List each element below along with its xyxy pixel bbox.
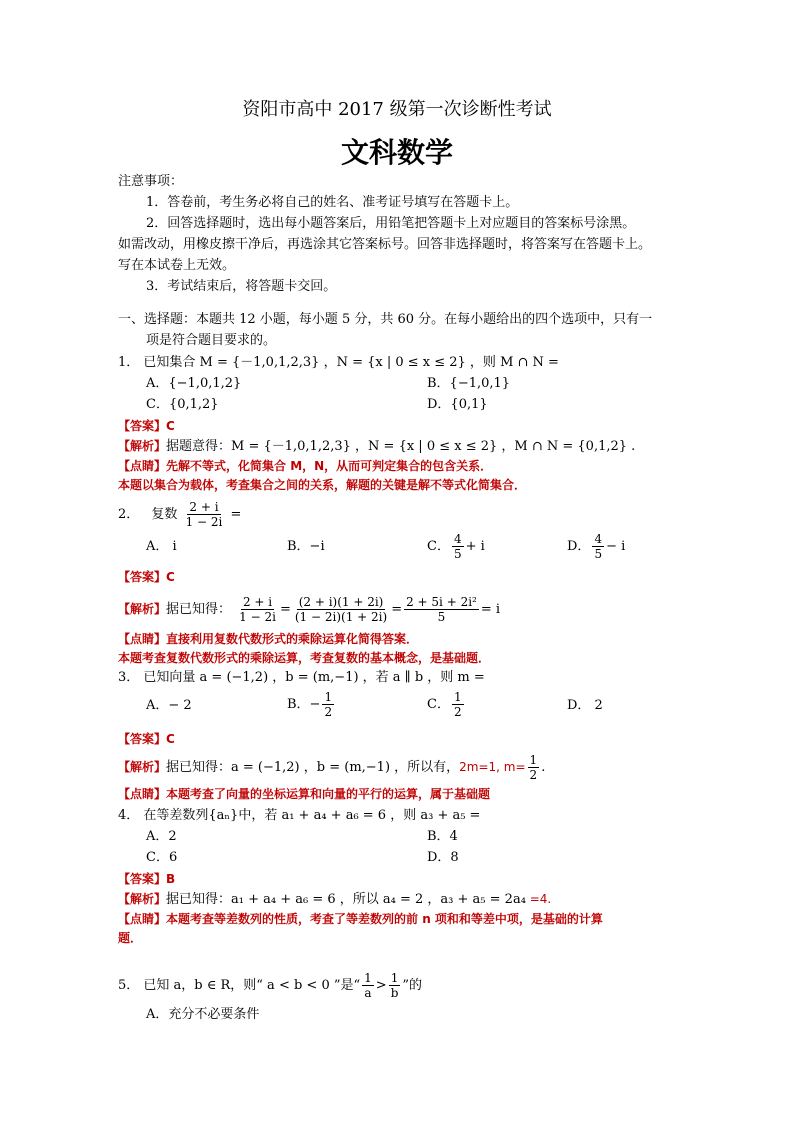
analysis-label: 【解析】 [118, 602, 167, 616]
q2-option-a: A． i [146, 539, 177, 554]
q2-fraction [184, 500, 225, 529]
q2-c-num: 4 [453, 532, 462, 546]
q2-d-den: 5 [594, 547, 603, 561]
q2-analysis-pre: 据已知得： [166, 602, 232, 617]
q2-option-c [427, 532, 485, 562]
q2-comment-text: 直接利用复数代数形式的乘除运算化简得答案． [166, 632, 419, 646]
subject-title: 文科数学 [340, 136, 453, 169]
q2-frac-den: 1 − 2i [185, 515, 223, 529]
q2-stem-post: = [230, 507, 242, 522]
q5-option-a: A．充分不必要条件 [146, 1007, 260, 1022]
q3-a-num: 1 [529, 753, 538, 767]
q2-analysis: 【解析】据已知得： $\frac{2 + i}{1 - 2i}$ = $\frac{(2 + i)(1 + 2i)}{(1 - 2i)(1 + 2i)}$ = $\frac{\text{2 + 5i + 2i²}}{5}$ = i [118, 595, 501, 624]
q3-comment-text: 本题考查了向量的坐标运算和向量的平行的运算，属于基础题 [166, 787, 491, 801]
q3-b-den: 2 [324, 705, 333, 719]
q1-option-a: A．{−1,0,1,2} [146, 376, 242, 391]
q4-option-c: C．6 [146, 850, 178, 865]
q1-option-c: C．{0,1,2} [146, 397, 219, 412]
note-1: 1．答卷前，考生务必将自己的姓名、准考证号填写在答题卡上。 [146, 195, 519, 210]
q4-comment-text: 本题考查等差数列的性质，考查了等差数列的前 n 项和和等差中项，是基础的计算 [166, 912, 603, 926]
q2-answer [118, 568, 175, 587]
analysis-label: 【解析】 [118, 439, 167, 453]
q1-comment-2: 本题以集合为载体，考查集合之间的关系，解题的关键是解不等式化简集合． [118, 478, 527, 492]
answer-label: 【答案】 [118, 732, 167, 746]
note-2-cont2: 写在本试卷上无效。 [118, 258, 236, 273]
q5-f2-num: 1 [390, 971, 399, 985]
q3-c-den: 2 [453, 705, 462, 719]
q2-f2-den: (1 − 2i)(1 + 2i) [294, 610, 388, 624]
q3-b-num: 1 [324, 690, 333, 704]
q4-answer [118, 870, 175, 889]
q1-analysis-text: 据题意得：M = {－1,0,1,2,3} ，N = {x | 0 ≤ x ≤ 2} ，M ∩ N = {0,1,2} . [166, 439, 636, 454]
answer-label: 【答案】 [118, 419, 167, 433]
q2-d-num: 4 [594, 532, 603, 546]
q1-answer [118, 417, 175, 436]
comment-label: 【点睛】 [118, 912, 167, 926]
q2-analysis-frac-2 [293, 595, 389, 624]
q1-option-b: B．{−1,0,1} [427, 376, 511, 391]
notes-heading: 注意事项： [118, 174, 184, 189]
q3-b-label: B．− [287, 697, 321, 712]
q4-answer-value: B [166, 872, 176, 886]
q3-c-num: 1 [453, 690, 462, 704]
note-2-cont: 如需改动，用橡皮擦干净后，再选涂其它答案标号。回答非选择题时，将答案写在答题卡上。 [118, 237, 652, 252]
question-4-stem: 4． 在等差数列{aₙ}中，若 a₁ + a₄ + a₆ = 6 ，则 a₃ + a₅ = [118, 808, 481, 823]
q3-a-den: 2 [529, 768, 538, 782]
q3-analysis-red: 2m=1, m= [459, 760, 526, 774]
q2-comment-2: 本题考查复数代数形式的乘除运算，考查复数的基本概念，是基础题． [118, 651, 491, 665]
q4-option-d: D．8 [427, 850, 459, 865]
comment-label: 【点睛】 [118, 459, 167, 473]
q2-number: 2． [118, 507, 140, 522]
exam-title: 资阳市高中 2017 级第一次诊断性考试 [242, 99, 552, 120]
q3-option-c [427, 690, 466, 720]
q3-option-d: D． 2 [567, 698, 603, 713]
question-3-stem: 3． 已知向量 a = (−1,2) ，b = (m,−1) ，若 a ∥ b ，则 m = [118, 670, 485, 685]
q3-option-b [287, 690, 336, 720]
q4-option-b: B．4 [427, 829, 458, 844]
q2-c-fraction [452, 532, 464, 561]
q1-comment-text: 先解不等式，化简集合 M，N，从而可判定集合的包含关系． [166, 459, 493, 473]
q2-stem-pre: 复数 [151, 507, 178, 522]
analysis-label: 【解析】 [118, 760, 167, 774]
q2-c-den: 5 [453, 547, 462, 561]
q4-option-a: A．2 [146, 829, 177, 844]
q3-option-a: A．− 2 [146, 698, 192, 713]
section-heading: 一、选择题：本题共 12 小题，每小题 5 分，共 60 分。在每小题给出的四个选项中，只有一 [118, 312, 653, 327]
q4-analysis-pre: 据已知得：a₁ + a₄ + a₆ = 6 ，所以 a₄ = 2 ，a₃ + a₅ = 2a₄ [166, 892, 526, 907]
q1-answer-value: C [166, 419, 175, 433]
question-2-stem [118, 500, 241, 530]
section-heading-cont: 项是符合题目要求的。 [146, 333, 277, 348]
analysis-label: 【解析】 [118, 892, 167, 906]
q5-f2-den: b [390, 986, 399, 1000]
q2-f3-num: 2 + 5i + 2i² [406, 595, 477, 609]
q2-result: = i [480, 602, 501, 617]
answer-label: 【答案】 [118, 570, 167, 584]
q2-answer-value: C [166, 570, 175, 584]
q3-b-fraction [322, 690, 334, 719]
q5-fraction-2 [389, 971, 401, 1000]
q2-f1-den: 1 − 2i [239, 610, 276, 624]
q5-stem-post: ”的 [402, 978, 423, 993]
q3-answer-value: C [166, 732, 175, 746]
q5-f1-den: a [364, 986, 372, 1000]
q3-c-label: C． [427, 697, 450, 712]
note-2: 2．回答选择题时，选出每小题答案后，用铅笔把答题卡上对应题目的答案标号涂黑。 [146, 216, 636, 231]
q2-option-b: B．−i [287, 539, 325, 554]
q3-c-fraction [452, 690, 464, 719]
q2-frac-num: 2 + i [189, 500, 219, 514]
comment-label: 【点睛】 [118, 787, 167, 801]
q3-answer [118, 730, 175, 749]
q5-f1-num: 1 [364, 971, 372, 985]
question-5-stem [118, 970, 422, 1002]
q5-stem-pre: 5． 已知 a，b ∈ R，则“ a < b < 0 ”是“ [118, 978, 361, 993]
q1-analysis [118, 437, 635, 456]
q5-fraction-1 [362, 971, 374, 1000]
q4-comment-2: 题． [118, 931, 143, 945]
q1-comment [118, 457, 492, 476]
q2-d-label: D． [567, 539, 591, 554]
q2-c-label: C． [427, 539, 450, 554]
q2-c-post: + i [465, 539, 485, 554]
q2-option-d [567, 532, 625, 562]
q2-analysis-frac-3 [404, 595, 479, 624]
q2-f1-num: 2 + i [242, 595, 273, 609]
q2-d-post: − i [606, 539, 626, 554]
q4-analysis-red: =4. [525, 892, 552, 906]
note-3: 3．考试结束后，将答题卡交回。 [146, 279, 337, 294]
question-1-stem: 1． 已知集合 M = {－1,0,1,2,3} ，N = {x | 0 ≤ x ≤ 2} ，则 M ∩ N = [118, 355, 559, 370]
q2-analysis-frac-1 [237, 595, 278, 624]
q3-analysis: 【解析】据已知得：a = (−1,2) ，b = (m,−1) ，所以有，2m=1, m= $\frac{1}{2}$ . [118, 753, 546, 782]
q1-option-d: D．{0,1} [427, 397, 488, 412]
q5-gt: > [375, 978, 387, 993]
q3-analysis-fraction [528, 753, 540, 782]
q2-d-fraction [592, 532, 604, 561]
q2-comment [118, 630, 418, 649]
q3-comment [118, 785, 490, 804]
comment-label: 【点睛】 [118, 632, 167, 646]
q2-f2-num: (2 + i)(1 + 2i) [298, 595, 384, 609]
q4-comment [118, 910, 603, 929]
answer-label: 【答案】 [118, 872, 167, 886]
q4-analysis [118, 890, 551, 909]
q2-f3-den: 5 [437, 610, 446, 624]
q3-analysis-pre: 据已知得：a = (−1,2) ，b = (m,−1) ，所以有， [166, 760, 460, 775]
